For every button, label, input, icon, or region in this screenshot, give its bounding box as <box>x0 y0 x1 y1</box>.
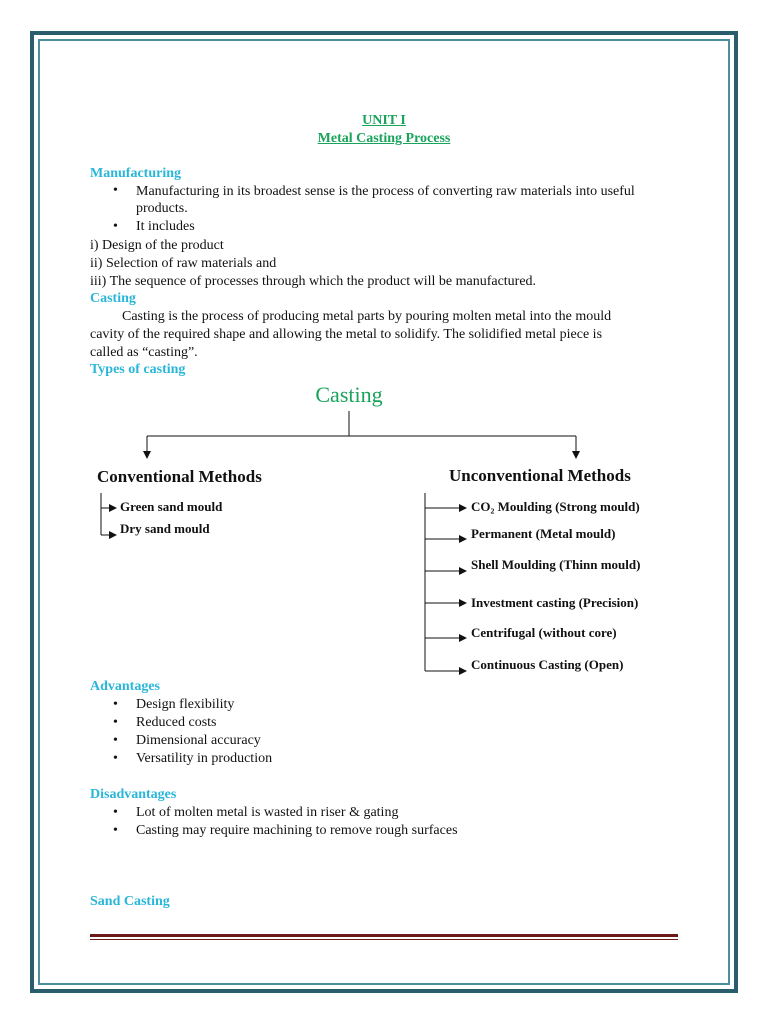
casting-para-line3: called as “casting”. <box>90 345 198 360</box>
bullet-marker: • <box>113 183 118 198</box>
unconventional-item-centrifugal: Centrifugal (without core) <box>471 625 617 640</box>
unconventional-item-investment: Investment casting (Precision) <box>471 595 639 610</box>
conventional-methods-title: Conventional Methods <box>97 467 262 486</box>
advantage-item: Reduced costs <box>136 715 217 730</box>
page-title: Metal Casting Process <box>317 131 451 146</box>
unconventional-methods-title: Unconventional Methods <box>449 466 631 485</box>
disadvantage-item: Lot of molten metal is wasted in riser & gating <box>136 805 399 820</box>
manufacturing-bullet-2: It includes <box>136 219 195 234</box>
advantages-heading: Advantages <box>90 679 161 694</box>
disadvantages-heading: Disadvantages <box>90 787 177 802</box>
unit-title: UNIT I <box>362 113 406 128</box>
footer-rule-thin <box>90 939 678 940</box>
advantage-item: Dimensional accuracy <box>136 733 261 748</box>
types-heading: Types of casting <box>90 362 186 377</box>
manufacturing-bullet-1-line1: Manufacturing in its broadest sense is the process of converting raw materials into useful <box>136 184 635 199</box>
manufacturing-item-3: iii) The sequence of processes through which the product will be manufactured. <box>90 274 537 289</box>
casting-para-line2: cavity of the required shape and allowing the metal to solidify. The solidified metal piece is <box>90 327 603 342</box>
footer-rule-thick <box>90 934 678 937</box>
bullet-marker: • <box>113 823 118 838</box>
conventional-item-green-sand: Green sand mould <box>120 499 223 514</box>
manufacturing-item-1: i) Design of the product <box>90 238 224 253</box>
advantage-item: Versatility in production <box>136 751 273 766</box>
advantage-item: Design flexibility <box>136 697 235 712</box>
sand-casting-heading: Sand Casting <box>90 894 170 909</box>
conventional-item-dry-sand: Dry sand mould <box>120 521 210 536</box>
bullet-marker: • <box>113 733 118 748</box>
bullet-marker: • <box>113 219 118 234</box>
diagram-root: Casting <box>315 382 383 407</box>
unconventional-item-co2: CO₂ Moulding (Strong mould) <box>471 499 640 514</box>
unconventional-item-permanent: Permanent (Metal mould) <box>471 526 616 541</box>
bullet-marker: • <box>113 751 118 766</box>
casting-heading: Casting <box>90 291 136 306</box>
casting-para-line1: Casting is the process of producing metal parts by pouring molten metal into the mould <box>122 309 612 324</box>
manufacturing-bullet-1-line2: products. <box>136 201 188 216</box>
bullet-marker: • <box>113 805 118 820</box>
manufacturing-heading: Manufacturing <box>90 166 181 181</box>
bullet-marker: • <box>113 697 118 712</box>
manufacturing-item-2: ii) Selection of raw materials and <box>90 256 277 271</box>
bullet-marker: • <box>113 715 118 730</box>
disadvantage-item: Casting may require machining to remove rough surfaces <box>136 823 458 838</box>
unconventional-item-continuous: Continuous Casting (Open) <box>471 657 624 672</box>
unconventional-item-shell: Shell Moulding (Thinn mould) <box>471 557 641 572</box>
